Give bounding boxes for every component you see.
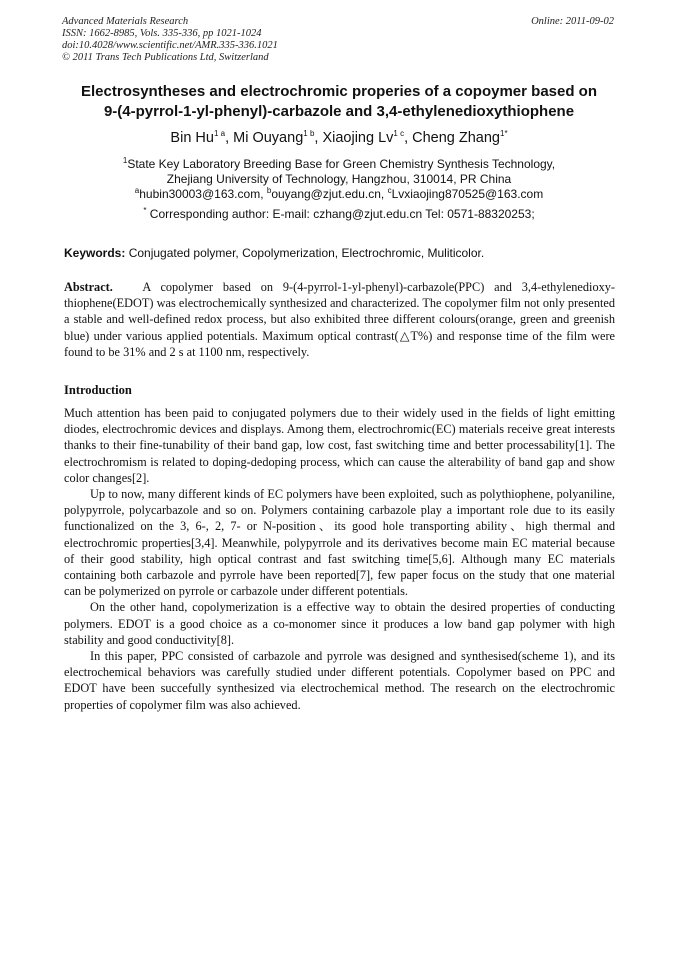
journal-name: Advanced Materials Research bbox=[62, 16, 189, 27]
abstract bbox=[64, 279, 615, 360]
author-email: ouyang@zjut.edu.cn, bbox=[271, 187, 388, 201]
running-header bbox=[62, 16, 278, 64]
corresponding-author bbox=[40, 207, 638, 222]
author-email: Lvxiaojing870525@163.com bbox=[391, 187, 544, 201]
paragraph: Up to now, many different kinds of EC polymers have been exploited, such as polythiophene, polyaniline, polypyrrole, polycarbazole and so on. Polymers containing carbazole play a important role due to its easily functionalized on the 3, 6-, 2, 7- or N-position、its good hole transporting ability、high thermal and electrochromic properties[3,4]. Meanwhile, polypyrrole and its derivatives become main EC material because of their good stability, high optical contrast and fast switching time[5,6]. Although many EC materials containing both carbazole and pyrrole have been reported[7], few paper focus on the study that one material can be polymerized on pyrrole or carbazole under different potentials. bbox=[64, 487, 615, 599]
affiliation-sup: 1 bbox=[122, 156, 128, 165]
author-list: Bin $Hu^{1 a}$, Mi Ouyang$^{1 b}$, Xiaojing $Lv^{1 c}$, Cheng Zhang$^{1*}$ bbox=[170, 129, 508, 146]
paragraph: Much attention has been paid to conjugated polymers due to their widely used in the fields of light emitting diodes, electrochromic devices and displays. Among them, electrochromic(EC) materials receive great interests thanks to their fine-tunability of their band gap, low cost, fast switching time and better processability[1]. The electrochromism is related to doping-dedoping process, which can cause the alterability of band gap and show color changes[2]. bbox=[64, 406, 615, 485]
keywords-label: Keywords: bbox=[64, 246, 126, 260]
author-sup: 1* bbox=[500, 129, 508, 139]
issn-line: ISSN: 1662-8985, Vols. 335-336, pp 1021-1024 bbox=[62, 28, 262, 39]
author-name: Mi Ouyang bbox=[233, 130, 304, 146]
author-sup: 1 a bbox=[213, 129, 226, 139]
introduction-body bbox=[64, 405, 615, 713]
abstract-label: Abstract. bbox=[64, 280, 113, 294]
email-line: $^a$hubin30003@163.com, $^b$ouyang@zjut.edu.cn, $^c$Lvxiaojing870525@163.com bbox=[134, 186, 544, 201]
doi-line: doi:10.4028/www.scientific.net/AMR.335-336.1021 bbox=[62, 40, 278, 51]
title-line-2: 9-(4-pyrrol-1-yl-phenyl)-carbazole and 3,4-ethylenedioxythiophene bbox=[103, 103, 575, 120]
abstract-text: A copolymer based on 9-(4-pyrrol-1-yl-phenyl)-carbazole(PPC) and 3,4-ethylenedioxy-thiophene(EDOT) was electrochemically synthesized and characterized. The copolymer film not only presented a stable and well-defined redox process, but also exhibited three different colours(orange, green and greenish blue) under various applied potentials. Maximum optical contrast(△T%) and response time of the film were found to be 31% and 2 s at 1100 nm, respectively. bbox=[64, 280, 615, 359]
author-sup: 1 c bbox=[393, 129, 405, 139]
paragraph: In this paper, PPC consisted of carbazole and pyrrole was designed and synthesised(scheme 1), and its electrochemical behaviors was carefully studied under different potentials. Copolymer based on PPC and EDOT have been succefully synthesized via electrochemical method. The research on the electrochromic properties of copolymer film was also achieved. bbox=[64, 649, 615, 712]
paper-title bbox=[40, 82, 638, 122]
affiliation bbox=[40, 157, 638, 202]
corresponding-sup: * bbox=[143, 206, 147, 215]
copyright-line: © 2011 Trans Tech Publications Ltd, Switzerland bbox=[62, 52, 269, 63]
author-name: Cheng Zhang bbox=[412, 130, 500, 146]
author-email: hubin30003@163.com, bbox=[139, 187, 267, 201]
title-line-1: Electrosyntheses and electrochromic properies of a copoymer based on bbox=[81, 83, 597, 100]
keywords bbox=[64, 246, 484, 260]
paragraph: On the other hand, copolymerization is a effective way to obtain the desired properties of conducting polymers. EDOT is a good choice as a co-monomer since it produces a low band gap polymer with high stability and good conductivity[8]. bbox=[64, 600, 615, 647]
corresponding-text: Corresponding author: E-mail: czhang@zjut.edu.cn Tel: 0571-88320253; bbox=[149, 207, 535, 221]
affiliation-line-2: Zhejiang University of Technology, Hangzhou, 310014, PR China bbox=[166, 172, 512, 186]
affiliation-line-1: State Key Laboratory Breeding Base for Green Chemistry Synthesis Technology, bbox=[127, 157, 556, 171]
author-name: Bin Hu bbox=[170, 130, 214, 146]
online-date: Online: 2011-09-02 bbox=[531, 16, 614, 27]
keywords-text: Conjugated polymer, Copolymerization, Electrochromic, Muliticolor. bbox=[125, 246, 485, 260]
section-heading: Introduction bbox=[64, 383, 132, 397]
author-sup: 1 b bbox=[303, 129, 315, 139]
author-name: Xiaojing Lv bbox=[322, 130, 394, 146]
